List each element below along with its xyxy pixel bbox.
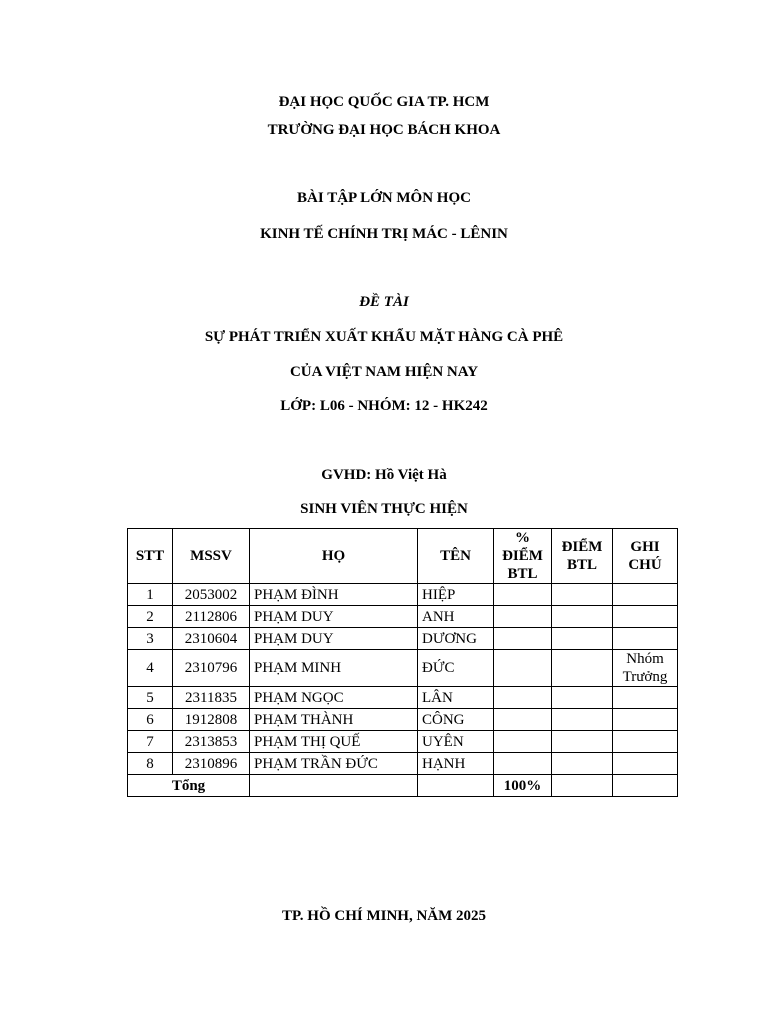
cell-stt: 6 xyxy=(128,709,173,731)
cell-note xyxy=(613,606,678,628)
cell-pct xyxy=(494,687,552,709)
cell-ten: ANH xyxy=(418,606,494,628)
cell-ten: HIỆP xyxy=(418,584,494,606)
cell-pct xyxy=(494,606,552,628)
total-pct: 100% xyxy=(494,775,552,797)
total-note-cell xyxy=(613,775,678,797)
cell-ho: PHẠM DUY xyxy=(250,628,418,650)
cell-pct xyxy=(494,628,552,650)
total-label: Tổng xyxy=(128,775,250,797)
header-ten: TÊN xyxy=(418,529,494,584)
students-table xyxy=(127,528,678,797)
cell-ho: PHẠM NGỌC xyxy=(250,687,418,709)
cell-ten: DƯƠNG xyxy=(418,628,494,650)
cell-mssv: 2112806 xyxy=(173,606,250,628)
class-info: LỚP: L06 - NHÓM: 12 - HK242 xyxy=(280,398,488,414)
university-name: ĐẠI HỌC QUỐC GIA TP. HCM xyxy=(278,94,490,110)
cell-mssv: 2053002 xyxy=(173,584,250,606)
subject-title: KINH TẾ CHÍNH TRỊ MÁC - LÊNIN xyxy=(260,226,508,242)
cell-ten: HẠNH xyxy=(418,753,494,775)
school-name: TRƯỜNG ĐẠI HỌC BÁCH KHOA xyxy=(267,122,501,138)
advisor-name: Hồ Việt Hà xyxy=(375,467,447,483)
cell-note xyxy=(613,584,678,606)
cell-ho: PHẠM THỊ QUẾ xyxy=(250,731,418,753)
table-row xyxy=(128,628,678,650)
cell-mssv: 1912808 xyxy=(173,709,250,731)
topic-label: ĐỀ TÀI xyxy=(359,294,409,310)
cell-stt: 1 xyxy=(128,584,173,606)
cell-stt: 5 xyxy=(128,687,173,709)
topic-line-1: SỰ PHÁT TRIỂN XUẤT KHẨU MẶT HÀNG CÀ PHÊ xyxy=(204,329,564,345)
cell-ten: ĐỨC xyxy=(418,650,494,687)
cell-pct xyxy=(494,584,552,606)
header-diem: ĐIỂM BTL xyxy=(552,529,613,584)
cell-note xyxy=(613,731,678,753)
advisor xyxy=(0,466,768,484)
table-row xyxy=(128,687,678,709)
cell-mssv: 2310796 xyxy=(173,650,250,687)
students-heading: SINH VIÊN THỰC HIỆN xyxy=(300,501,468,517)
table-row xyxy=(128,709,678,731)
header-stt: STT xyxy=(128,529,173,584)
cell-diem xyxy=(552,709,613,731)
cell-diem xyxy=(552,628,613,650)
table-row xyxy=(128,731,678,753)
table-header-row xyxy=(128,529,678,584)
cell-ten: LÂN xyxy=(418,687,494,709)
cell-pct xyxy=(494,731,552,753)
table-row xyxy=(128,584,678,606)
cell-note xyxy=(613,687,678,709)
total-row xyxy=(128,775,678,797)
header-mssv: MSSV xyxy=(173,529,250,584)
cell-diem xyxy=(552,650,613,687)
total-ho-cell xyxy=(250,775,418,797)
cell-diem xyxy=(552,687,613,709)
cell-stt: 7 xyxy=(128,731,173,753)
cell-ho: PHẠM DUY xyxy=(250,606,418,628)
cell-ho: PHẠM MINH xyxy=(250,650,418,687)
cell-pct xyxy=(494,709,552,731)
cell-mssv: 2313853 xyxy=(173,731,250,753)
cell-diem xyxy=(552,606,613,628)
cell-pct xyxy=(494,753,552,775)
table-row xyxy=(128,650,678,687)
total-diem-cell xyxy=(552,775,613,797)
footer-location-year: TP. HỒ CHÍ MINH, NĂM 2025 xyxy=(281,908,487,924)
cell-note xyxy=(613,709,678,731)
cell-stt: 3 xyxy=(128,628,173,650)
cell-mssv: 2310896 xyxy=(173,753,250,775)
cell-ho: PHẠM TRẦN ĐỨC xyxy=(250,753,418,775)
header-ho: HỌ xyxy=(250,529,418,584)
assignment-title: BÀI TẬP LỚN MÔN HỌC xyxy=(297,190,471,206)
table-row xyxy=(128,606,678,628)
table-row xyxy=(128,753,678,775)
advisor-label: GVHD: xyxy=(321,467,376,483)
cell-pct xyxy=(494,650,552,687)
cell-stt: 8 xyxy=(128,753,173,775)
header-pct: % ĐIỂM BTL xyxy=(494,529,552,584)
cell-ten: CÔNG xyxy=(418,709,494,731)
topic-line-2: CỦA VIỆT NAM HIỆN NAY xyxy=(289,364,479,380)
cell-note xyxy=(613,628,678,650)
cell-note xyxy=(613,753,678,775)
cell-mssv: 2310604 xyxy=(173,628,250,650)
cell-stt: 2 xyxy=(128,606,173,628)
cell-diem xyxy=(552,731,613,753)
total-ten-cell xyxy=(418,775,494,797)
cell-diem xyxy=(552,753,613,775)
cell-ho: PHẠM ĐÌNH xyxy=(250,584,418,606)
cell-ho: PHẠM THÀNH xyxy=(250,709,418,731)
cell-mssv: 2311835 xyxy=(173,687,250,709)
cell-note: Nhóm Trưởng xyxy=(613,650,678,687)
cell-diem xyxy=(552,584,613,606)
cell-ten: UYÊN xyxy=(418,731,494,753)
cell-stt: 4 xyxy=(128,650,173,687)
header-ghichu: GHI CHÚ xyxy=(613,529,678,584)
